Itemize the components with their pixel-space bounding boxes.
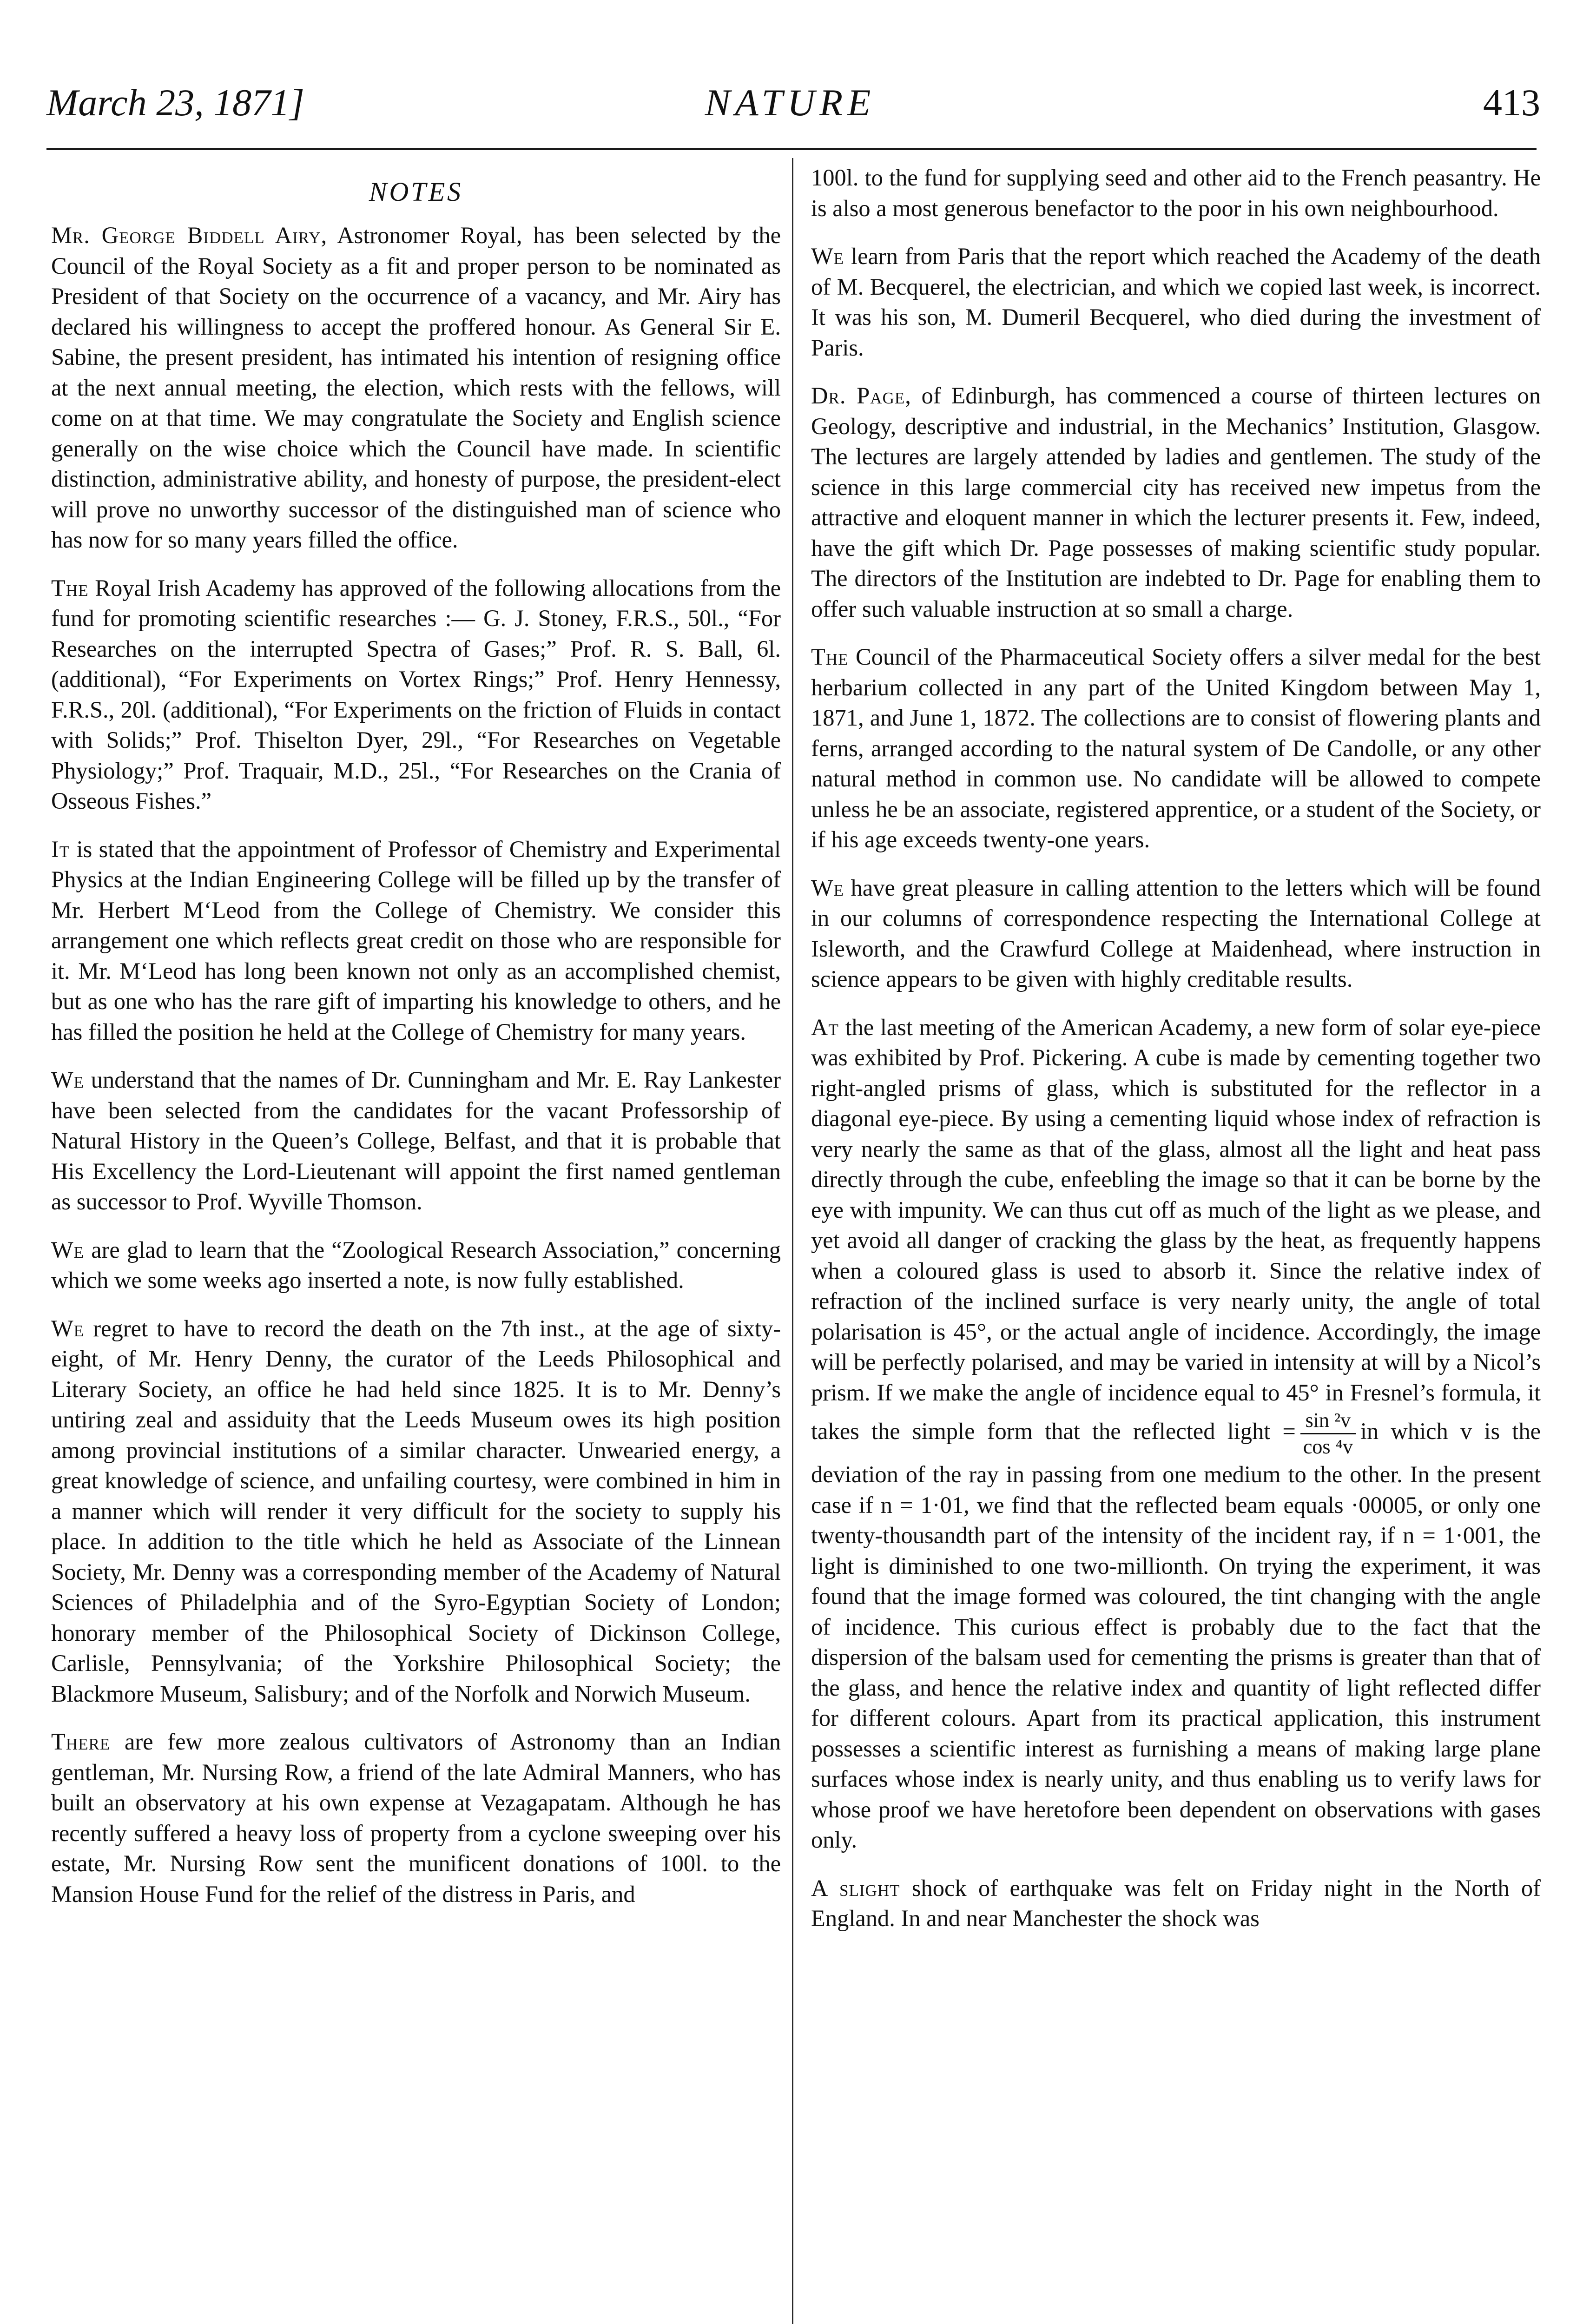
note-paragraph (811, 241, 1541, 363)
note-lead: There (51, 1729, 111, 1755)
note-lead: We (51, 1236, 85, 1263)
note-text: the last meeting of the American Academy, a new form of solar eye-piece was exhibited by Prof. Pickering. A cube is made by cementing together two right-angled prisms of glass, which is substituted for the reflector in a diagonal eye-piece. By using a cementing liquid whose index of refraction is very nearly the same as that of the glass, almost all the light and heat pass directly through the cube, enfeebling the image so that it can be borne by the eye with impunity. We can thus cut off as much of the light as we please, and yet avoid all danger of cracking the glass by the heat, as frequently happens when a coloured glass is used to absorb it. Since the relative index of refraction of the inclined surface is very nearly unity, the angle of total polarisation is 45°, or the actual angle of incidence. Accordingly, the image will be perfectly polarised, and may be varied in intensity at will by a Nicol’s prism. If we make the angle of incidence equal to 45° in Fresnel’s formula, it takes the simple form that the reflected light = (811, 1014, 1541, 1445)
section-heading: NOTES (369, 177, 463, 207)
note-paragraph (811, 381, 1541, 624)
note-paragraph (51, 1727, 781, 1909)
page-number: 413 (1483, 81, 1540, 124)
formula-numerator: sin ²v (1300, 1408, 1356, 1434)
note-paragraph (51, 573, 781, 817)
issue-date: March 23, 1871] (46, 81, 304, 124)
right-column (811, 163, 1541, 1952)
note-text: Astronomer Royal, has been selected by the Council of the Royal Society as a fit and proper person to be nominated as President of that Society on the occurrence of a vacancy, and Mr. Airy has declared his willingness to accept the proffered honour. As General Sir E. Sabine, the present president, has intimated his intention of resigning office at the next annual meeting, the election, which rests with the fellows, will come on at that time. We may congratulate the Society and English science generally on the wise choice which the Council have made. In scientific distinction, administrative ability, and honesty of purpose, the president-elect will prove no unworthy successor of the distinguished man of science who has now for so many years filled the office. (51, 222, 781, 553)
note-text: have great pleasure in calling attention to the letters which will be found in our columns of correspondence respecting the International College at Isleworth, and the Crawfurd College at Maidenhead, where instruction in science appears to be given with highly creditable results. (811, 874, 1541, 992)
note-paragraph (811, 873, 1541, 995)
header-rule (46, 148, 1537, 150)
note-lead: We (811, 243, 844, 269)
note-text: shock of earthquake was felt on Friday night in the North of England. In and near Manchester the shock was (811, 1875, 1541, 1931)
note-text: understand that the names of Dr. Cunningham and Mr. E. Ray Lankester have been selected from the candidates for the vacant Professorship of Natural History in the Queen’s College, Belfast, and that it is probable that His Excellency the Lord-Lieutenant will appoint the first named gentleman as successor to Prof. Wyville Thomson. (51, 1067, 781, 1215)
left-column (51, 163, 781, 1927)
fresnel-formula (1300, 1408, 1356, 1459)
continued-paragraph: 100l. to the fund for supplying seed and other aid to the French peasantry. He is also a most generous benefactor to the poor in his own neighbourhood. (811, 165, 1541, 221)
note-text: regret to have to record the death on the 7th inst., at the age of sixty-eight, of Mr. Henry Denny, the curator of the Leeds Philosophical and Literary Society, an office he had held since 1825. It is to Mr. Denny’s untiring zeal and assiduity that the Leeds Museum owes its high position among provincial institutions of a similar character. Unwearied energy, a great knowledge of science, and unfailing courtesy, were combined in him in a manner which will render it very difficult for the society to supply his place. In addition to the title which he held as Associate of the Linnean Society, Mr. Denny was a corresponding member of the Academy of Natural Sciences of Philadelphia and of the Syro-Egyptian Society of London; honorary member of the Philosophical Society of Dickinson College, Carlisle, Pennsylvania; of the Yorkshire Philosophical Society; the Blackmore Museum, Salisbury; and of the Norfolk and Norwich Museum. (51, 1315, 781, 1707)
note-text: in which v is the deviation of the ray in passing from one medium to the other. In the present case if n = 1·01, we find that the reflected beam equals ·00005, or only one twenty-thousandth part of the intensity of the incident ray, if n = 1·001, the light is diminished to one two-millionth. On trying the experiment, it was found that the image formed was coloured, the tint changing with the angle of incidence. This curious effect is probably due to the fact that the dispersion of the balsam used for cementing the prisms is greater than that of the glass, and hence the relative index and quantity of light reflected differ for different colours. Apart from its practical application, this instrument possesses a scientific interest as furnishing a means of making large plane surfaces whose index is nearly unity, and thus enabling us to verify laws for whose proof we have heretofore been dependent on observations with gases only. (811, 1418, 1541, 1853)
journal-title: NATURE (705, 81, 876, 124)
note-text: are few more zealous cultivators of Astronomy than an Indian gentleman, Mr. Nursing Row, a friend of the late Admiral Manners, who has built an observatory at his own expense at Vezagapatam. Although he has recently suffered a heavy loss of property from a cyclone sweeping over his estate, Mr. Nursing Row sent the munificent donations of 100l. to the Mansion House Fund for the relief of the distress in Paris, and (51, 1729, 781, 1907)
note-lead: We (51, 1067, 85, 1093)
note-lead: It (51, 836, 70, 862)
note-paragraph (811, 1873, 1541, 1934)
note-lead: Dr. Page, (811, 383, 911, 409)
note-lead: The (811, 644, 849, 670)
formula-denominator: cos ⁴v (1303, 1435, 1353, 1458)
note-lead: A slight (811, 1875, 900, 1901)
note-text: Royal Irish Academy has approved of the following allocations from the fund for promoting scientific researches :— G. J. Stoney, F.R.S., 50l., “For Researches on the interrupted Spectra of Gases;” Prof. R. S. Ball, 6l. (additional), “For Experiments on Vortex Rings;” Prof. Henry Hennessy, F.R.S., 20l. (additional), “For Experiments on the friction of Fluids in contact with Solids;” Prof. Thiselton Dyer, 29l., “For Researches on Vegetable Physiology;” Prof. Traquair, M.D., 25l., “For Researches on the Crania of Osseous Fishes.” (51, 574, 781, 814)
note-paragraph (51, 220, 781, 555)
column-divider (792, 158, 793, 2324)
note-paragraph (51, 1065, 781, 1217)
note-paragraph (51, 1235, 781, 1296)
note-lead: We (51, 1315, 85, 1341)
note-lead: We (811, 874, 844, 901)
note-lead: The (51, 574, 89, 601)
note-text: learn from Paris that the report which reached the Academy of the death of M. Becquerel, the electrician, and which we copied last week, is incorrect. It was his son, M. Dumeril Becquerel, who died during the investment of Paris. (811, 243, 1541, 361)
note-text: are glad to learn that the “Zoological Research Association,” concerning which we some weeks ago inserted a note, is now fully established. (51, 1236, 781, 1293)
note-paragraph (51, 1314, 781, 1710)
note-paragraph (811, 642, 1541, 855)
note-paragraph (51, 834, 781, 1048)
note-lead: At (811, 1014, 839, 1040)
note-text: Council of the Pharmaceutical Society offers a silver medal for the best herbarium collected in any part of the United Kingdom between May 1, 1871, and June 1, 1872. The collections are to consist of flowering plants and ferns, arranged according to the natural system of De Candolle, or any other natural method in common use. No candidate will be allowed to compete unless he be an associate, registered apprentice, or a student of the Society, or if his age exceeds twenty-one years. (811, 644, 1541, 852)
note-lead: Mr. George Biddell Airy, (51, 222, 328, 248)
note-text: of Edinburgh, has commenced a course of thirteen lectures on Geology, descriptive and industrial, in the Mechanics’ Institution, Glasgow. The lectures are largely attended by ladies and gentlemen. The study of the science in this large commercial city has received new impetus from the attractive and eloquent manner in which the lecturer presents it. Few, indeed, have the gift which Dr. Page possesses of making scientific study popular. The directors of the Institution are indebted to Dr. Page for enabling them to offer such valuable instruction at so small a charge. (811, 383, 1541, 622)
note-text: is stated that the appointment of Professor of Chemistry and Experimental Physics at the Indian Engineering College will be filled up by the transfer of Mr. Herbert M‘Leod from the College of Chemistry. We consider this arrangement one which reflects great credit on those who are responsible for it. Mr. M‘Leod has long been known not only as an accomplished chemist, but as one who has the rare gift of imparting his knowledge to others, and he has filled the position he held at the College of Chemistry for many years. (51, 836, 781, 1045)
academy-paragraph (811, 1012, 1541, 1855)
